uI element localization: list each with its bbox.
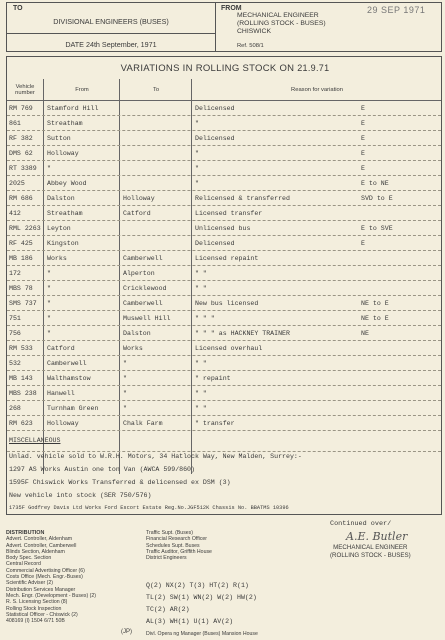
from-cell: Leyton <box>47 225 71 232</box>
continued-note: Continued over/ <box>330 520 392 528</box>
to-label: TO <box>13 5 23 12</box>
from-cell: Streatham <box>47 120 83 127</box>
vehicle-cell: RM 686 <box>9 195 33 202</box>
from-cell: Works <box>47 255 67 262</box>
distribution-item: Scientific Adviser (2) <box>6 580 53 587</box>
distribution-item: Mech. Engr. (Development - Buses) (2) <box>6 592 96 599</box>
code-cell: SVD to E <box>361 195 393 202</box>
reason-cell: " transfer <box>195 420 235 427</box>
from-cell: " <box>47 270 51 277</box>
to-cell: Muswell Hill <box>123 315 171 322</box>
vehicle-cell: 412 <box>9 210 21 217</box>
code-cell: NE to E <box>361 300 389 307</box>
from-line: MECHANICAL ENGINEER <box>237 12 319 19</box>
reason-cell: " " " as HACKNEY TRAINER <box>195 330 290 337</box>
vehicle-cell: MBS 78 <box>9 285 33 292</box>
row-divider <box>7 430 441 431</box>
from-cell: Hanwell <box>47 390 75 397</box>
reason-cell: " <box>195 120 199 127</box>
col-header-to: To <box>152 87 160 93</box>
district-code-line: TL(2) SW(1) WN(2) W(2) HW(2) <box>146 594 257 601</box>
header-rule <box>7 33 215 34</box>
distribution-item: Advert. Controller, Camberwell <box>6 542 77 549</box>
row-divider <box>7 220 441 221</box>
vehicle-cell: MB 186 <box>9 255 33 262</box>
row-divider <box>7 370 441 371</box>
misc-line: 1595F Chiswick Works Transferred & delicensed ex DSM (3) <box>9 479 231 486</box>
table-title-text: VARIATIONS IN ROLLING STOCK ON <box>120 63 295 74</box>
district-code-line: TC(2) AR(2) <box>146 606 190 613</box>
misc-line: 1735F Godfrey Davis Ltd Works Ford Escort Estate Reg.No.JGF512K Chassis No. BBATMS 10396 <box>9 505 289 511</box>
distribution-title: DISTRIBUTION <box>6 530 45 536</box>
from-cell: " <box>47 285 51 292</box>
to-cell: Dalston <box>123 330 151 337</box>
code-cell: E <box>361 150 365 157</box>
reason-cell: Delicensed <box>195 105 235 112</box>
from-cell: Turnham Green <box>47 405 99 412</box>
reason-cell: " <box>195 165 199 172</box>
misc-line: 1297 AS Works Austin one ton Van (AWCA 599/860) <box>9 466 195 473</box>
reason-cell: Licensed repaint <box>195 255 259 262</box>
vehicle-cell: DMS 62 <box>9 150 33 157</box>
reason-cell: New bus licensed <box>195 300 259 307</box>
row-divider <box>7 160 441 161</box>
from-cell: Stamford Hill <box>47 105 99 112</box>
distribution-list-2 <box>146 530 256 561</box>
from-cell: Catford <box>47 345 75 352</box>
distribution-item: Central Record <box>6 561 41 568</box>
reason-cell: " " <box>195 390 207 397</box>
district-codes <box>146 580 257 628</box>
distribution-items <box>6 536 126 624</box>
signatory-line: MECHANICAL ENGINEER <box>333 544 408 551</box>
vehicle-cell: RM 623 <box>9 420 33 427</box>
received-stamp: 29 SEP 1971 <box>367 5 426 15</box>
distribution-item: Commercial Advertising Officer (6) <box>6 567 85 574</box>
vehicle-cell: 268 <box>9 405 21 412</box>
vehicle-cell: RF 425 <box>9 240 33 247</box>
vehicle-cell: SMS 737 <box>9 300 37 307</box>
memo-date: DATE 24th September, 1971 <box>65 40 157 49</box>
code-cell: E <box>361 135 365 142</box>
vehicle-cell: 861 <box>9 120 21 127</box>
from-cell: Holloway <box>47 420 79 427</box>
misc-divider <box>7 451 441 452</box>
to-cell: Catford <box>123 210 151 217</box>
to-cell: " <box>123 360 127 367</box>
signatory-role <box>330 544 411 559</box>
distribution-list <box>6 530 126 624</box>
vehicle-cell: MBS 238 <box>9 390 37 397</box>
from-cell: " <box>47 315 51 322</box>
signatory-line: (ROLLING STOCK - BUSES) <box>330 551 411 559</box>
col-header-reason: Reason for variation <box>291 87 343 93</box>
from-line: (ROLLING STOCK - BUSES) <box>237 20 326 27</box>
reference-number: Ref. 508/1 <box>237 43 264 49</box>
reason-cell: " <box>195 150 199 157</box>
to-cell: Camberwell <box>123 255 163 262</box>
reason-cell: " " <box>195 270 207 277</box>
to-cell: Alperton <box>123 270 155 277</box>
header-divider <box>215 3 216 52</box>
row-divider <box>7 325 441 326</box>
vehicle-cell: MB 143 <box>9 375 33 382</box>
district-code-line: Q(2) NX(2) T(3) HT(2) R(1) <box>146 582 249 589</box>
distribution-item: District Engineers <box>146 555 187 562</box>
to-cell: Chalk Farm <box>123 420 163 427</box>
to-cell: " <box>123 375 127 382</box>
row-divider <box>7 385 441 386</box>
vehicle-cell: 756 <box>9 330 21 337</box>
row-divider <box>7 145 441 146</box>
code-cell: E <box>361 120 365 127</box>
row-divider <box>7 205 441 206</box>
from-cell: Kingston <box>47 240 79 247</box>
reason-cell: Relicensed & transferred <box>195 195 290 202</box>
from-line: CHISWICK <box>237 28 271 35</box>
vehicle-cell: RF 382 <box>9 135 33 142</box>
code-cell: E <box>361 240 365 247</box>
distribution-item: Body Spec. Section <box>6 555 52 562</box>
reason-cell: " " <box>195 360 207 367</box>
reason-cell: " " " <box>195 315 215 322</box>
variations-table <box>6 56 442 515</box>
distribution-item: Advert. Controller, Aldenham <box>6 536 73 543</box>
to-cell: " <box>123 405 127 412</box>
reason-cell: Unlicensed bus <box>195 225 251 232</box>
from-cell: Holloway <box>47 150 79 157</box>
table-title <box>7 63 443 74</box>
from-cell: " <box>47 300 51 307</box>
distribution-item: Statistical Officer - Chiswick (2) <box>6 611 78 618</box>
to-cell: Cricklewood <box>123 285 167 292</box>
code-cell: NE to E <box>361 315 389 322</box>
division-manager: Divl. Opera ng Manager (Buses) Mansion House <box>146 631 258 637</box>
misc-title: MISCELLANEOUS <box>9 437 61 444</box>
col-header-from: From <box>75 87 89 93</box>
reason-cell: Delicensed <box>195 240 235 247</box>
to-cell: Works <box>123 345 143 352</box>
misc-line: New vehicle into stock (SER 750/576) <box>9 492 152 499</box>
row-divider <box>7 295 441 296</box>
row-divider <box>7 280 441 281</box>
from-cell: Streatham <box>47 210 83 217</box>
jp-code: (JP) <box>121 629 132 635</box>
vehicle-cell: 751 <box>9 315 21 322</box>
header-underline <box>7 100 441 101</box>
to-cell: Holloway <box>123 195 155 202</box>
from-sender <box>237 12 326 36</box>
row-divider <box>7 115 441 116</box>
row-divider <box>7 235 441 236</box>
table-title-date: 21.9.71 <box>297 63 330 73</box>
distribution-item: R. S. Licensing Section (8) <box>6 599 68 606</box>
from-label: FROM <box>221 5 242 12</box>
row-divider <box>7 400 441 401</box>
row-divider <box>7 265 441 266</box>
distribution-item: Financial Research Officer <box>146 536 208 543</box>
vehicle-cell: RML 2263 <box>9 225 41 232</box>
from-cell: " <box>47 165 51 172</box>
reason-cell: " " <box>195 285 207 292</box>
vehicle-cell: RT 3389 <box>9 165 37 172</box>
distribution-item: Distribution Services Manager <box>6 586 76 593</box>
code-cell: E to SVE <box>361 225 393 232</box>
distribution-footer <box>6 528 442 638</box>
vehicle-cell: RM 533 <box>9 345 33 352</box>
memo-header <box>6 2 442 52</box>
code-cell: E <box>361 105 365 112</box>
vehicle-cell: 2025 <box>9 180 25 187</box>
distribution-item: 408169 (I) 1504 6/71 50B <box>6 618 65 625</box>
from-cell: Walthamstow <box>47 375 91 382</box>
row-divider <box>7 310 441 311</box>
misc-line: Unlad. vehicle sold to W.R.H. Motors, 34 Hatlock Way, New Malden, Surrey:- <box>9 453 302 460</box>
from-cell: Camberwell <box>47 360 87 367</box>
row-divider <box>7 340 441 341</box>
distribution-item: Rolling Stock Inspection <box>6 605 62 612</box>
row-divider <box>7 130 441 131</box>
distribution-item: Traffic Auditor, Griffith House <box>146 548 212 555</box>
district-code-line: AL(3) WH(1) U(1) AV(2) <box>146 618 234 625</box>
from-cell: " <box>47 330 51 337</box>
reason-cell: Delicensed <box>195 135 235 142</box>
code-cell: E <box>361 165 365 172</box>
reason-cell: " " <box>195 405 207 412</box>
distribution-item: Schedules Supt. Buses <box>146 542 200 549</box>
row-divider <box>7 415 441 416</box>
distribution-item: Blinds Section, Aldenham <box>6 548 65 555</box>
to-cell: Camberwell <box>123 300 163 307</box>
reason-cell: Licensed overhaul <box>195 345 263 352</box>
reason-cell: " <box>195 180 199 187</box>
reason-cell: Licensed transfer <box>195 210 263 217</box>
code-cell: NE <box>361 330 369 337</box>
vehicle-cell: RM 769 <box>9 105 33 112</box>
vehicle-cell: 172 <box>9 270 21 277</box>
row-divider <box>7 355 441 356</box>
distribution-item: Costs Office (Mech. Engr.-Buses) <box>6 574 83 581</box>
distribution-item: Traffic Supt. (Buses) <box>146 530 193 536</box>
from-cell: Sutton <box>47 135 71 142</box>
reason-cell: " repaint <box>195 375 231 382</box>
col-header-vehicle: Vehicle number <box>15 84 35 96</box>
vehicle-cell: 532 <box>9 360 21 367</box>
from-cell: Abbey Wood <box>47 180 87 187</box>
row-divider <box>7 250 441 251</box>
signature: A.E. Butler <box>346 530 408 543</box>
row-divider <box>7 175 441 176</box>
to-recipient: DIVISIONAL ENGINEERS (BUSES) <box>53 17 169 26</box>
from-cell: Dalston <box>47 195 75 202</box>
to-cell: " <box>123 390 127 397</box>
row-divider <box>7 190 441 191</box>
code-cell: E to NE <box>361 180 389 187</box>
